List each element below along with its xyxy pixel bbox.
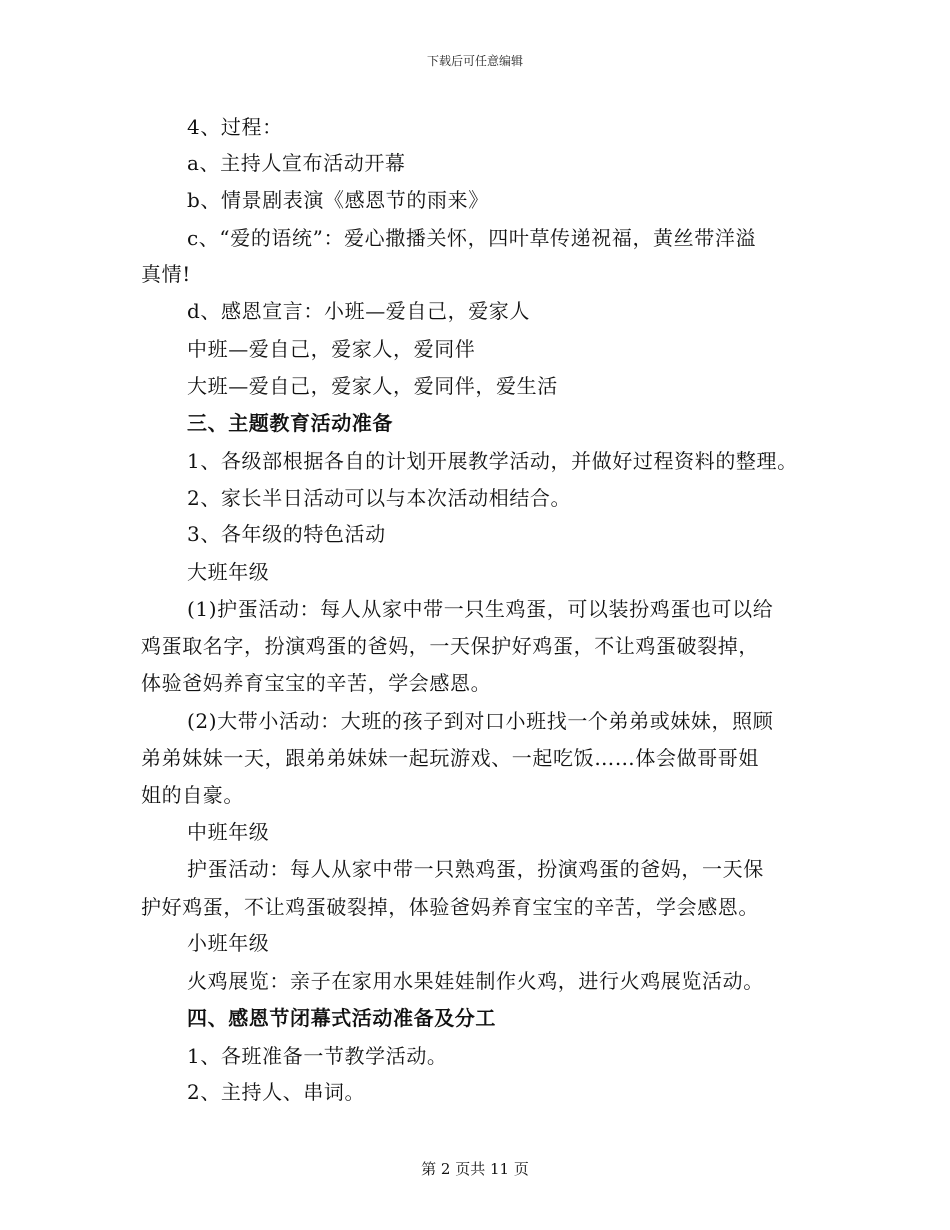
junior-grade-heading: 小班年级 [187, 931, 270, 955]
big-helps-small-line-3: 姐的自豪。 [141, 783, 244, 807]
list-item-c: c、“爱的语统”：爱心撒播关怀，四叶草传递祝福，黄丝带洋溢 [187, 226, 757, 250]
list-item-a: a、主持人宣布活动开幕 [187, 151, 406, 175]
paragraph-3: 3、各年级的特色活动 [187, 522, 386, 546]
process-heading: 4、过程： [187, 115, 283, 139]
section-heading-3: 三、主题教育活动准备 [187, 411, 393, 435]
page-footer: 第 2 页共 11 页 [421, 1160, 529, 1178]
middle-egg-activity-line-2: 护好鸡蛋，不让鸡蛋破裂掉，体验爸妈养育宝宝的辛苦，学会感恩。 [141, 895, 759, 919]
middle-class-pledge: 中班—爱自己，爱家人，爱同伴 [187, 337, 476, 361]
turkey-exhibition: 火鸡展览：亲子在家用水果娃娃制作火鸡，进行火鸡展览活动。 [187, 969, 764, 993]
list-item-d: d、感恩宣言：小班—爱自己，爱家人 [187, 299, 531, 323]
egg-activity-line-3: 体验爸妈养育宝宝的辛苦，学会感恩。 [141, 671, 492, 695]
closing-item-2: 2、主持人、串词。 [187, 1080, 366, 1104]
list-item-c-continued: 真情! [141, 262, 191, 286]
senior-class-pledge: 大班—爱自己，爱家人，爱同伴，爱生活 [187, 374, 558, 398]
middle-grade-heading: 中班年级 [187, 820, 270, 844]
egg-activity-line-1: (1)护蛋活动：每人从家中带一只生鸡蛋，可以装扮鸡蛋也可以给 [187, 597, 774, 621]
section-heading-4: 四、感恩节闭幕式活动准备及分工 [187, 1006, 496, 1030]
paragraph-2: 2、家长半日活动可以与本次活动相结合。 [187, 486, 572, 510]
paragraph-1: 1、各级部根据各自的计划开展教学活动，并做好过程资料的整理。 [187, 449, 798, 473]
middle-egg-activity-line-1: 护蛋活动：每人从家中带一只熟鸡蛋，扮演鸡蛋的爸妈，一天保 [187, 857, 764, 881]
egg-activity-line-2: 鸡蛋取名字，扮演鸡蛋的爸妈，一天保护好鸡蛋，不让鸡蛋破裂掉， [141, 634, 759, 658]
big-helps-small-line-2: 弟弟妹妹一天，跟弟弟妹妹一起玩游戏、一起吃饭……体会做哥哥姐 [141, 746, 759, 770]
list-item-b: b、情景剧表演《感恩节的雨来》 [187, 188, 489, 212]
closing-item-1: 1、各班准备一节教学活动。 [187, 1044, 448, 1068]
big-helps-small-line-1: (2)大带小活动：大班的孩子到对口小班找一个弟弟或妹妹，照顾 [187, 709, 774, 733]
senior-grade-heading: 大班年级 [187, 560, 270, 584]
page-header: 下载后可任意编辑 [426, 54, 523, 68]
